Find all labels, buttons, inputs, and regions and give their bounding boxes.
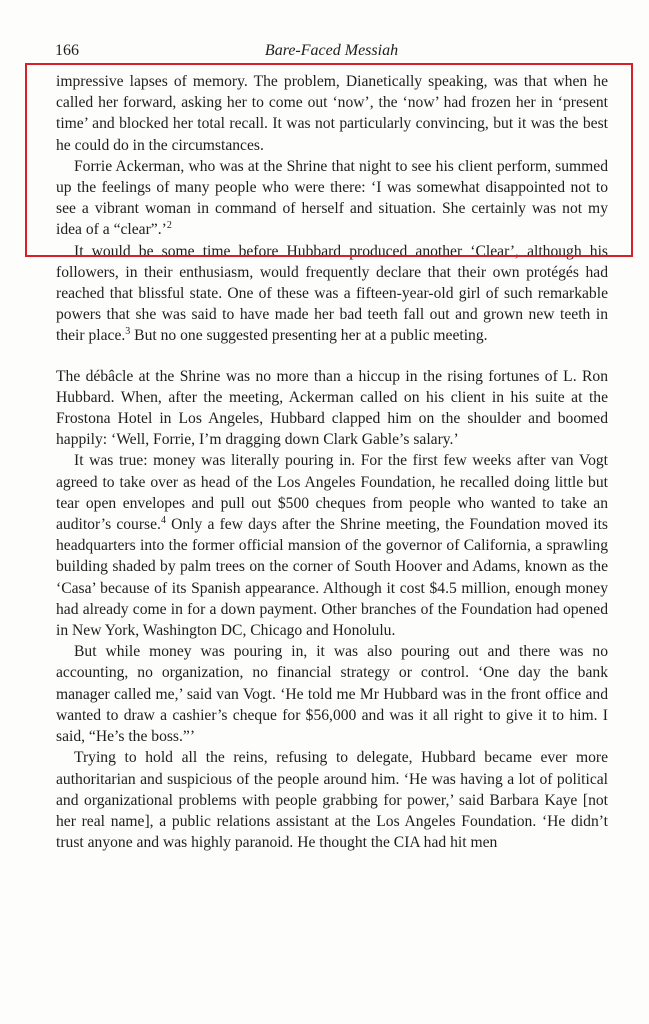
paragraph-text: It was true: money was literally pouring in. For the first few weeks after van Vogt agreed to take over as head of the Los Angeles Foundation, he recalled doing little but tear open envelopes and pull out $500 cheques from people who wanted to take an auditor’s course. — [56, 452, 608, 534]
paragraph-1 — [56, 71, 608, 156]
paragraph-text: impressive lapses of memory. The problem, Dianetically speaking, was that when he called her forward, asking her to come out ‘now’, the ‘now’ had frozen her in ‘present time’ and blocked her total recall. It was not particularly convincing, but it was the best he could do in the circumstances. — [56, 73, 608, 154]
paragraph-5 — [56, 450, 608, 641]
paragraph-text-tail: But no one suggested presenting her at a public meeting. — [130, 327, 488, 345]
paragraph-text-tail: Only a few days after the Shrine meeting, the Foundation moved its headquarters into the former official mansion of the governor of California, a sprawling building shaded by palm trees on the corner of South Hoover and Adams, known as the ‘Casa’ because of its Spanish appearance. Although it cost $4.5 million, enough money had already come in for a down payment. Other branches of the Foundation had opened in New York, Washington DC, Chicago and Honolulu. — [56, 516, 608, 640]
paragraph-3 — [56, 241, 608, 347]
page-header — [55, 42, 608, 64]
footnote-marker: 3 — [125, 326, 131, 338]
footnote-marker: 2 — [166, 220, 172, 232]
paragraph-text: Forrie Ackerman, who was at the Shrine that night to see his client perform, summed up the feelings of many people who were there: ‘I was somewhat disappointed not to see a vibrant woman in command of herself and situation. She certainly was not my idea of a “clear”.’ — [56, 157, 608, 239]
paragraph-6 — [56, 641, 608, 747]
paragraph-2 — [56, 156, 608, 241]
footnote-marker: 4 — [160, 514, 166, 526]
paragraph-text: Trying to hold all the reins, refusing to delegate, Hubbard became ever more authoritarian and suspicious of the people around him. ‘He was having a lot of political and organizational problems with people grabbing for power,’ said Barbara Kaye [not her real name], a public relations assistant at the Los Angeles Foundation. ‘He didn’t trust anyone and was highly paranoid. He thought the CIA had hit men — [56, 749, 608, 852]
body-text — [56, 71, 608, 853]
paragraph-7 — [56, 747, 608, 853]
page-number: 166 — [55, 42, 79, 59]
paragraph-text: The débâcle at the Shrine was no more than a hiccup in the rising fortunes of L. Ron Hubbard. When, after the meeting, Ackerman called on his client in his suite at the Frostona Hotel in Los Angeles, Hubbard clapped him on the shoulder and boomed happily: ‘Well, Forrie, I’m dragging down Clark Gable’s salary.’ — [56, 367, 608, 449]
paragraph-text: But while money was pouring in, it was also pouring out and there was no accounting, no organization, no financial strategy or control. ‘One day the bank manager called me,’ said van Vogt. ‘He told me Mr Hubbard was in the front office and wanted to draw a cashier’s cheque for $56,000 and was it all right to give it to him. I said, “He’s the boss.”’ — [56, 643, 608, 746]
paragraph-text: It would be some time before Hubbard produced another ‘Clear’, although his followers, in their enthusiasm, would frequently declare that their own protégés had reached that blissful state. One of these was a fifteen-year-old girl of such remarkable powers that she was said to have made her bad teeth fall out and grown new teeth in their place. — [56, 242, 608, 345]
paragraph-4 — [56, 366, 608, 451]
running-head: Bare-Faced Messiah — [264, 42, 399, 59]
